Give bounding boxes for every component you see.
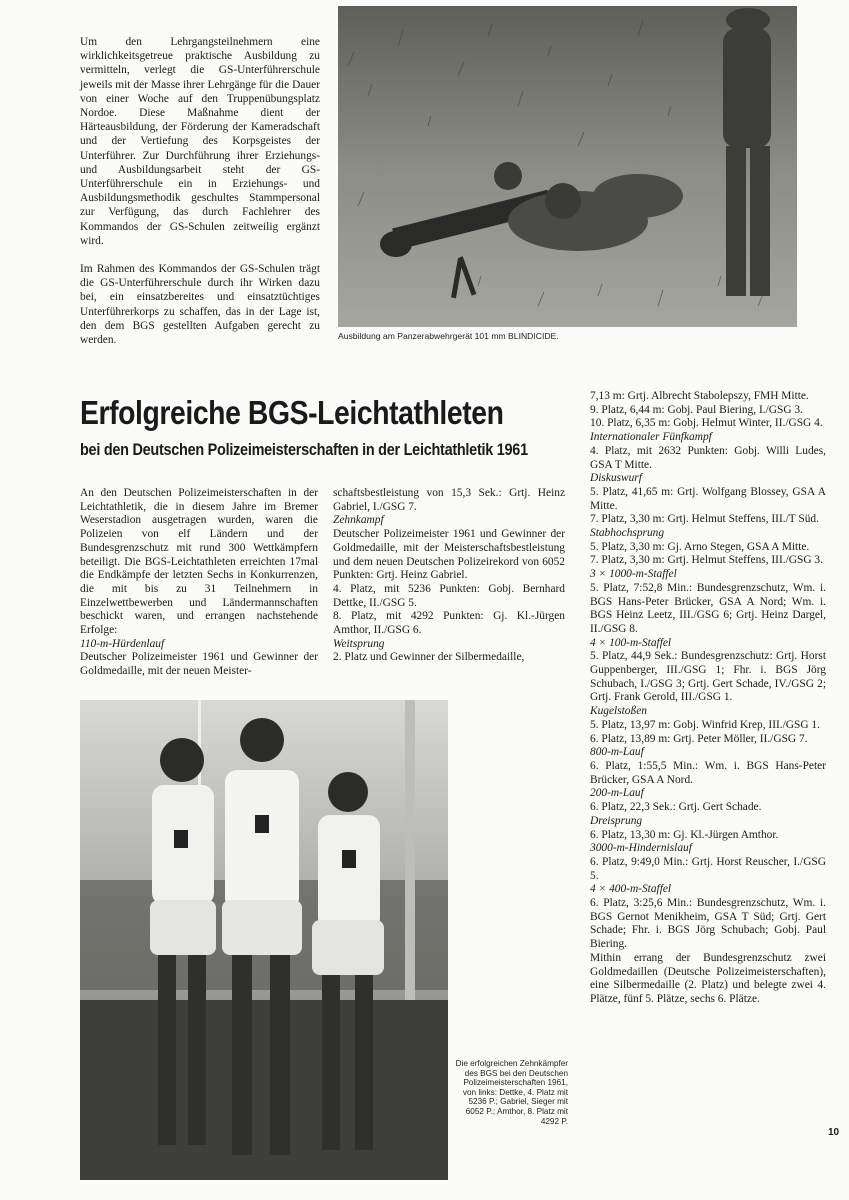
athletes-photo-illustration: [80, 700, 448, 1180]
column-paragraph: 4. Platz, mit 2632 Punkten: Gobj. Willi Ludes, GSA T Mitte.: [590, 444, 826, 471]
event-heading: Diskuswurf: [590, 472, 642, 485]
article-subheadline: bei den Deutschen Polizeimeisterschaften in der Leichtathletik 1961: [80, 440, 528, 459]
column-paragraph: 2. Platz und Gewinner der Silbermedaille,: [333, 651, 525, 664]
column-paragraph: 8. Platz, mit 4292 Punkten: Gj. Kl.-Jürgen Amthor, II./GSG 6.: [333, 610, 565, 637]
page-number: 10: [828, 1127, 840, 1138]
training-photo: [338, 6, 797, 327]
column-paragraph: 6. Platz, 9:49,0 Min.: Grtj. Horst Reuscher, I./GSG 5.: [590, 855, 826, 882]
event-heading: 110-m-Hürdenlauf: [80, 637, 165, 650]
column-paragraph: 10. Platz, 6,35 m: Gobj. Helmut Winter, II./GSG 4.: [590, 417, 823, 430]
column-paragraph: Deutscher Polizeimeister 1961 und Gewinner der Goldmedaille, mit der Meisterschaftsbestleistung und dem neuen Deutschen Polizeirekord von 6052 Punkten: Grtj. Heinz Gabriel.: [333, 528, 565, 582]
column-paragraph: Deutscher Polizeimeister 1961 und Gewinner der Goldmedaille, mit der neuen Meister-: [80, 651, 318, 678]
training-photo-illustration: [338, 6, 797, 327]
training-photo-caption: Ausbildung am Panzerabwehrgerät 101 mm BLINDICIDE.: [338, 331, 559, 341]
article-column-middle: [333, 487, 565, 665]
column-paragraph: 6. Platz, 3:25,6 Min.: Bundesgrenzschutz, Wm. i. BGS Gernot Menikheim, GSA T Süd; Grtj. Gert Schade; Fhr. i. BGS Jörg Schubach; Gobj. Paul Biering.: [590, 897, 826, 951]
event-heading: 4 × 400-m-Staffel: [590, 883, 672, 896]
column-paragraph: 6. Platz, 1:55,5 Min.: Wm. i. BGS Hans-Peter Brücker, GSA A Nord.: [590, 759, 826, 786]
article-column-left: [80, 487, 318, 679]
column-paragraph: 5. Platz, 41,65 m: Grtj. Wolfgang Blossey, GSA A Mitte.: [590, 485, 826, 512]
event-heading: Weitsprung: [333, 637, 385, 650]
event-heading: 4 × 100-m-Staffel: [590, 636, 672, 649]
event-heading: 800-m-Lauf: [590, 746, 644, 759]
column-paragraph: 5. Platz, 13,97 m: Gobj. Winfrid Krep, III./GSG 1.: [590, 718, 820, 731]
event-heading: 3 × 1000-m-Staffel: [590, 568, 677, 581]
column-paragraph: 7. Platz, 3,30 m: Grtj. Helmut Steffens, III./GSG 3.: [590, 554, 823, 567]
athletes-photo: [80, 700, 448, 1180]
column-paragraph: 6. Platz, 22,3 Sek.: Grtj. Gert Schade.: [590, 801, 762, 814]
column-paragraph: 4. Platz, mit 5236 Punkten: Gobj. Bernhard Dettke, II./GSG 5.: [333, 582, 565, 609]
column-paragraph: 5. Platz, 3,30 m: Gj. Arno Stegen, GSA A Mitte.: [590, 540, 810, 553]
event-heading: 3000-m-Hindernislauf: [590, 842, 692, 855]
event-heading: 200-m-Lauf: [590, 787, 644, 800]
column-paragraph: schaftsbestleistung von 15,3 Sek.: Grtj. Heinz Gabriel, I./GSG 7.: [333, 487, 565, 513]
column-paragraph: 5. Platz, 44,9 Sek.: Bundesgrenzschutz: Grtj. Horst Guppenberger, III./GSG 1; Fhr. i. BGS Jörg Schubach, I./GSG 3; Grtj. Gert Schade, IV./GSG 2; Grtj. Frank Gerold, III./GSG 1.: [590, 650, 826, 704]
athletes-photo-caption: Die erfolgreichen Zehnkämpfer des BGS bei den Deutschen Polizeimeisterschaften 1961, von links: Dettke, 4. Platz mit 5236 P.; Gabriel, Sieger mit 6052 P.; Amthor, 8. Platz mit 4292 P.: [455, 1059, 568, 1126]
column-paragraph: 7. Platz, 3,30 m: Grtj. Helmut Steffens, III./T Süd.: [590, 513, 819, 526]
column-paragraph: 6. Platz, 13,89 m: Grtj. Peter Möller, II./GSG 7.: [590, 732, 808, 745]
intro-paragraph-2: Im Rahmen des Kommandos der GS-Schulen trägt die GS-Unterführerschule durch ihr Wirken dazu bei, ein einsatzbereites und einsatztüchtiges Unterführerkorps zu schaffen, das in der Lage ist, den dem BGS gestellten Aufgaben gerecht zu werden.: [80, 263, 320, 347]
column-paragraph: 5. Platz, 7:52,8 Min.: Bundesgrenzschutz, Wm. i. BGS Hans-Peter Brücker, GSA A Nord; Wm. i. BGS Heinz Leetz, III./GSG 6; Grtj. Heinz Dargel, II./GSG 8.: [590, 581, 826, 635]
intro-paragraph-1: Um den Lehrgangsteilnehmern eine wirklichkeitsgetreue praktische Ausbildung zu vermitteln, verlegt die GS-Unterführerschule jeweils mit der Masse ihrer Lehrgänge für die Dauer von einer Woche auf den Truppenübungsplatz Nordoe. Diese Maßnahme dient der Härteausbildung, der Förderung der Kameradschaft und der Vertiefung des Korpsgeistes der Unterführer. Zur Durchführung ihrer Erziehungs- und Ausbildungsarbeit steht der GS-Unterführerschule ein in Erziehungs- und Ausbildungsmethodik geschultes Stammpersonal zur Verfügung, das durch Fachlehrer des Kommandos der GS-Schulen zeitweilig ergänzt wird.: [80, 36, 320, 247]
article-column-right: [590, 390, 826, 1007]
column-paragraph: An den Deutschen Polizeimeisterschaften in der Leichtathletik, die in diesem Jahre im Bremer Weserstadion ausgetragen wurden, waren die Polizeien von elf Ländern und der Bundesgrenzschutz mit rund 300 Wettkämpfern beteiligt. Die BGS-Leichtathleten erreichten 17mal die Endkämpfe der letzten Sechs in Konkurrenzen, die mit bis zu 31 Teilnehmern in Einzelwettbewerben und Ländermannschaften beschickt waren, und errangen nachstehende Erfolge:: [80, 487, 318, 637]
event-heading: Zehnkampf: [333, 514, 384, 527]
intro-text: [80, 35, 320, 361]
column-paragraph: Mithin errang der Bundesgrenzschutz zwei Goldmedaillen (Deutsche Polizeimeisterschaften), eine Silbermedaille (2. Platz) und belegte zwei 4. Plätze, fünf 5. Plätze, sechs 6. Plätze.: [590, 951, 826, 1005]
column-paragraph: 9. Platz, 6,44 m: Gobj. Paul Biering, I./GSG 3.: [590, 403, 803, 416]
event-heading: Dreisprung: [590, 814, 643, 827]
event-heading: Kugelstoßen: [590, 705, 647, 718]
column-paragraph: 7,13 m: Grtj. Albrecht Stabolepszy, FMH Mitte.: [590, 390, 809, 402]
column-paragraph: 6. Platz, 13,30 m: Gj. Kl.-Jürgen Amthor.: [590, 828, 779, 841]
event-heading: Stabhochsprung: [590, 527, 665, 540]
article-headline: Erfolgreiche BGS-Leichtathleten: [80, 394, 504, 431]
event-heading: Internationaler Fünfkampf: [590, 431, 712, 444]
